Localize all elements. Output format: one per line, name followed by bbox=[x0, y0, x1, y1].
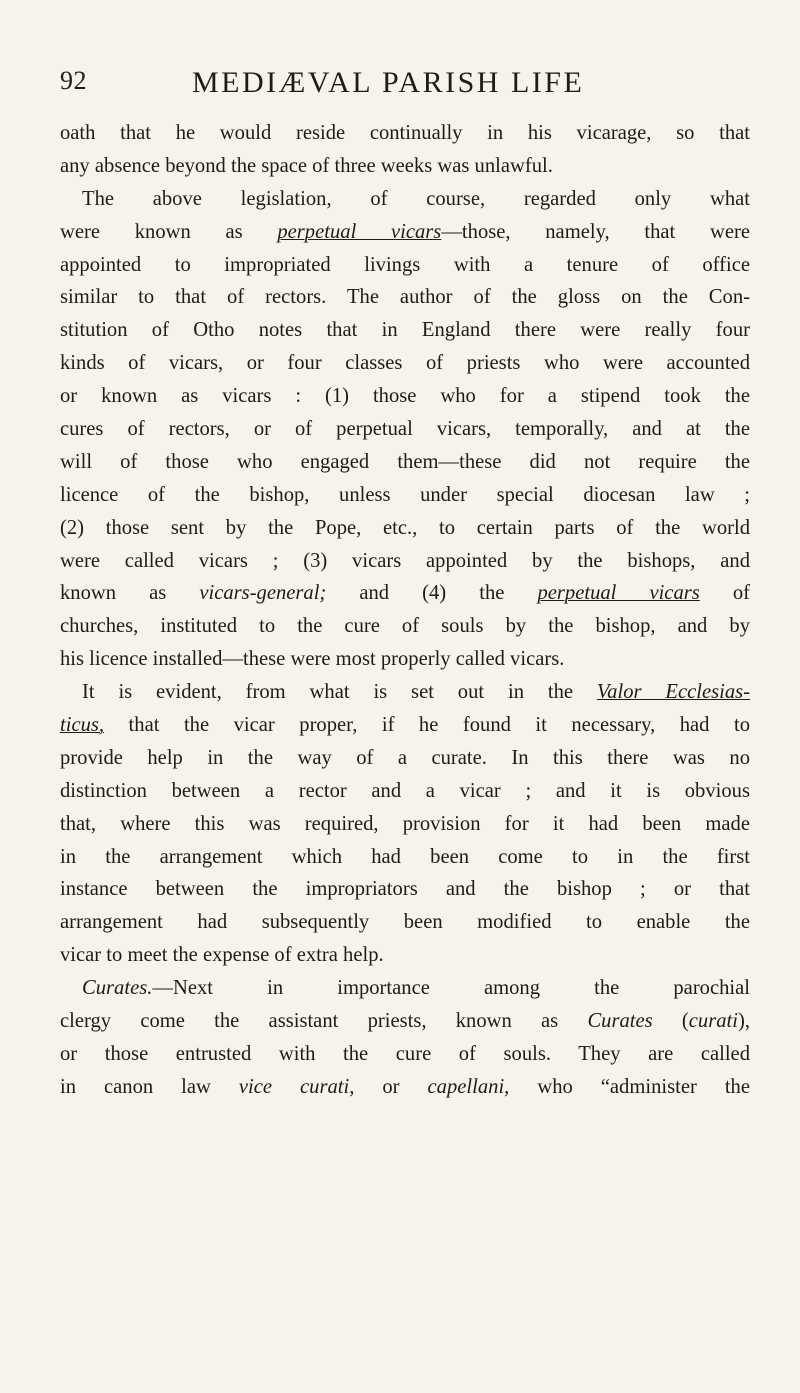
text-run: distinction between a rector and a vicar ; and it is obvious bbox=[60, 779, 750, 802]
text-line bbox=[60, 972, 750, 1005]
italic-term: Valor Ecclesias- bbox=[596, 681, 750, 704]
text-run: in canon law bbox=[60, 1075, 239, 1098]
text-run: stitution of Otho notes that in England there were really four bbox=[60, 319, 750, 342]
text-run: The above legislation, of course, regarded only what bbox=[82, 187, 750, 210]
italic-term: Curates bbox=[587, 1010, 653, 1033]
text-run: (2) those sent by the Pope, etc., to certain parts of the world bbox=[60, 516, 750, 539]
text-run: churches, instituted to the cure of souls by the bishop, and by bbox=[60, 615, 750, 638]
running-title: MEDIÆVAL PARISH LIFE bbox=[192, 66, 585, 99]
text-run: in the arrangement which had been come to in the first bbox=[60, 845, 750, 868]
text-run: ( bbox=[652, 1010, 689, 1033]
text-line bbox=[60, 249, 750, 282]
italic-term: perpetual vicars bbox=[277, 220, 442, 243]
text-run: or those entrusted with the cure of souls. They are called bbox=[60, 1042, 750, 1065]
text-line bbox=[60, 281, 750, 314]
text-run: and (4) the bbox=[326, 582, 538, 605]
italic-term: Curates. bbox=[82, 977, 153, 1000]
text-run: instance between the impropriators and the bishop ; or that bbox=[60, 878, 750, 901]
text-line bbox=[60, 183, 750, 216]
text-line bbox=[60, 479, 750, 512]
text-run: who “administer the bbox=[509, 1075, 750, 1098]
text-line bbox=[60, 446, 750, 479]
text-run: or known as vicars : (1) those who for a stipend took the bbox=[60, 385, 750, 408]
text-line bbox=[60, 742, 750, 775]
text-run: —those, namely, that were bbox=[441, 220, 750, 243]
text-run: his licence installed—these were most properly called vicars. bbox=[60, 648, 565, 671]
text-line bbox=[60, 709, 750, 742]
text-run: clergy come the assistant priests, known as bbox=[60, 1010, 588, 1033]
text-line bbox=[60, 347, 750, 380]
text-line bbox=[60, 643, 750, 676]
text-run: any absence beyond the space of three weeks was unlawful. bbox=[60, 154, 553, 177]
text-run: —Next in importance among the parochial bbox=[152, 977, 750, 1000]
italic-term: curati bbox=[688, 1010, 738, 1033]
text-line bbox=[60, 873, 750, 906]
text-run: of bbox=[699, 582, 750, 605]
text-run: were known as bbox=[60, 220, 278, 243]
italic-term: capellani, bbox=[427, 1075, 510, 1098]
text-line bbox=[60, 1038, 750, 1071]
text-line bbox=[60, 216, 750, 249]
text-line bbox=[60, 512, 750, 545]
text-line bbox=[60, 545, 750, 578]
text-line bbox=[60, 841, 750, 874]
text-line bbox=[60, 610, 750, 643]
text-run: will of those who engaged them—these did not require the bbox=[60, 450, 750, 473]
text-run: It is evident, from what is set out in the bbox=[82, 681, 597, 704]
text-line bbox=[60, 117, 750, 150]
text-run: or bbox=[354, 1075, 428, 1098]
italic-term: perpetual vicars bbox=[537, 582, 700, 605]
page-number: 92 bbox=[60, 66, 87, 95]
italic-term: vice curati, bbox=[238, 1075, 355, 1098]
text-run: were called vicars ; (3) vicars appointed by the bishops, and bbox=[60, 549, 750, 572]
italic-term: vicars-general; bbox=[199, 582, 327, 605]
text-run: provide help in the way of a curate. In this there was no bbox=[60, 746, 750, 769]
text-line bbox=[60, 380, 750, 413]
text-run: known as bbox=[60, 582, 200, 605]
text-run: vicar to meet the expense of extra help. bbox=[60, 944, 384, 967]
text-line bbox=[60, 676, 750, 709]
text-line bbox=[60, 1071, 750, 1104]
text-run: that, where this was required, provision for it had been made bbox=[60, 812, 750, 835]
text-run: similar to that of rectors. The author of the gloss on the Con- bbox=[60, 286, 750, 309]
text-line bbox=[60, 939, 750, 972]
text-line bbox=[60, 413, 750, 446]
text-run: kinds of vicars, or four classes of priests who were accounted bbox=[60, 352, 750, 375]
text-line bbox=[60, 1005, 750, 1038]
text-line bbox=[60, 775, 750, 808]
text-line bbox=[60, 314, 750, 347]
text-run: licence of the bishop, unless under special diocesan law ; bbox=[60, 483, 750, 506]
text-run: ), bbox=[737, 1010, 750, 1033]
text-run: appointed to impropriated livings with a tenure of office bbox=[60, 253, 750, 276]
text-line bbox=[60, 150, 750, 183]
text-line bbox=[60, 577, 750, 610]
text-run: oath that he would reside continually in his vicarage, so that bbox=[60, 122, 750, 144]
text-run: arrangement had subsequently been modified to enable the bbox=[60, 911, 750, 934]
text-run: cures of rectors, or of perpetual vicars, temporally, and at the bbox=[60, 418, 750, 441]
italic-term: ticus, bbox=[60, 714, 105, 737]
text-line bbox=[60, 906, 750, 939]
body-text bbox=[60, 117, 750, 1104]
text-run: that the vicar proper, if he found it necessary, had to bbox=[104, 714, 750, 737]
text-line bbox=[60, 808, 750, 841]
running-header bbox=[60, 66, 750, 106]
